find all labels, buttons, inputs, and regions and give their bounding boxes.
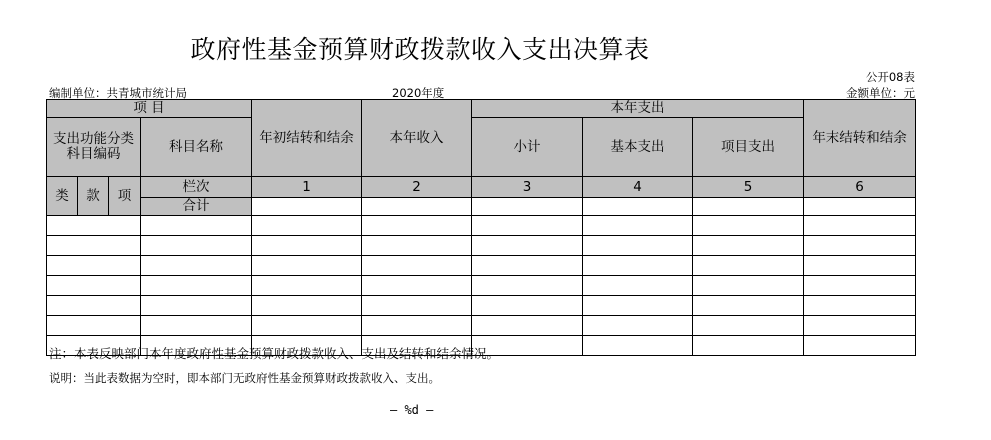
explanation-note: 说明：当此表数据为空时，即本部门无政府性基金预算财政拨款收入、支出。 bbox=[49, 371, 440, 385]
total-cell bbox=[472, 198, 583, 216]
col-no-3: 3 bbox=[472, 177, 583, 198]
table-cell bbox=[804, 216, 916, 236]
header-lei: 类 bbox=[47, 177, 78, 216]
header-expenditure: 本年支出 bbox=[472, 100, 804, 118]
money-unit: 金额单位：元 bbox=[846, 86, 915, 100]
header-item: 项 目 bbox=[47, 100, 252, 118]
table-cell bbox=[804, 276, 916, 296]
total-cell bbox=[583, 198, 693, 216]
table-cell bbox=[472, 276, 583, 296]
table-row bbox=[47, 276, 916, 296]
footnote: 注：本表反映部门本年度政府性基金预算财政拨款收入、支出及结转和结余情况。 bbox=[49, 346, 500, 361]
table-cell bbox=[583, 256, 693, 276]
table-cell bbox=[141, 316, 252, 336]
table-cell bbox=[252, 276, 362, 296]
header-project-exp: 项目支出 bbox=[693, 118, 804, 177]
table-row bbox=[47, 216, 916, 236]
table-cell bbox=[252, 236, 362, 256]
budget-table bbox=[46, 99, 916, 356]
table-cell bbox=[141, 236, 252, 256]
table-cell bbox=[362, 316, 472, 336]
table-cell bbox=[47, 276, 141, 296]
total-cell bbox=[693, 198, 804, 216]
table-cell bbox=[362, 216, 472, 236]
table-cell bbox=[252, 316, 362, 336]
table-cell bbox=[362, 256, 472, 276]
table-cell bbox=[472, 236, 583, 256]
table-cell bbox=[693, 336, 804, 356]
table-cell bbox=[47, 236, 141, 256]
table-cell bbox=[583, 236, 693, 256]
total-label: 合计 bbox=[141, 198, 252, 216]
table-cell bbox=[693, 216, 804, 236]
table-cell bbox=[141, 276, 252, 296]
header-func-code: 支出功能分类科目编码 bbox=[47, 118, 141, 177]
table-cell bbox=[472, 216, 583, 236]
total-cell bbox=[804, 198, 916, 216]
header-income: 本年收入 bbox=[362, 100, 472, 177]
table-cell bbox=[693, 276, 804, 296]
table-cell bbox=[252, 296, 362, 316]
table-cell bbox=[47, 296, 141, 316]
table-cell bbox=[693, 236, 804, 256]
table-cell bbox=[141, 296, 252, 316]
table-cell bbox=[47, 216, 141, 236]
table-cell bbox=[693, 296, 804, 316]
total-cell bbox=[362, 198, 472, 216]
header-kuan: 款 bbox=[78, 177, 109, 216]
header-subject-name: 科目名称 bbox=[141, 118, 252, 177]
report-title: 政府性基金预算财政拨款收入支出决算表 bbox=[190, 35, 650, 64]
total-cell bbox=[252, 198, 362, 216]
sheet-code: 公开08表 bbox=[865, 70, 915, 84]
table-cell bbox=[693, 256, 804, 276]
col-no-2: 2 bbox=[362, 177, 472, 198]
col-no-6: 6 bbox=[804, 177, 916, 198]
table-cell bbox=[583, 316, 693, 336]
header-opening-balance: 年初结转和结余 bbox=[252, 100, 362, 177]
table-cell bbox=[804, 336, 916, 356]
table-cell bbox=[362, 236, 472, 256]
table-cell bbox=[804, 236, 916, 256]
table-cell bbox=[141, 216, 252, 236]
table-cell bbox=[472, 316, 583, 336]
table-cell bbox=[362, 296, 472, 316]
page-number: — %d — bbox=[390, 403, 434, 417]
col-no-4: 4 bbox=[583, 177, 693, 198]
table-cell bbox=[804, 256, 916, 276]
header-xiang: 项 bbox=[109, 177, 141, 216]
table-row bbox=[47, 296, 916, 316]
table-cell bbox=[583, 296, 693, 316]
table-cell bbox=[693, 316, 804, 336]
table-cell bbox=[583, 216, 693, 236]
table-cell bbox=[47, 316, 141, 336]
table-cell bbox=[583, 336, 693, 356]
header-closing-balance: 年末结转和结余 bbox=[804, 100, 916, 177]
table-cell bbox=[362, 276, 472, 296]
table-cell bbox=[583, 276, 693, 296]
table-cell bbox=[252, 216, 362, 236]
col-no-1: 1 bbox=[252, 177, 362, 198]
col-no-5: 5 bbox=[693, 177, 804, 198]
table-cell bbox=[252, 256, 362, 276]
table-cell bbox=[472, 296, 583, 316]
header-column-no: 栏次 bbox=[141, 177, 252, 198]
table-row bbox=[47, 236, 916, 256]
org-unit: 编制单位：共青城市统计局 bbox=[49, 86, 187, 100]
table-cell bbox=[472, 256, 583, 276]
table-row bbox=[47, 256, 916, 276]
table-cell bbox=[804, 296, 916, 316]
header-basic-exp: 基本支出 bbox=[583, 118, 693, 177]
table-cell bbox=[141, 256, 252, 276]
table-cell bbox=[804, 316, 916, 336]
table-cell bbox=[47, 256, 141, 276]
header-subtotal: 小计 bbox=[472, 118, 583, 177]
report-year: 2020年度 bbox=[392, 86, 445, 100]
table-row bbox=[47, 316, 916, 336]
